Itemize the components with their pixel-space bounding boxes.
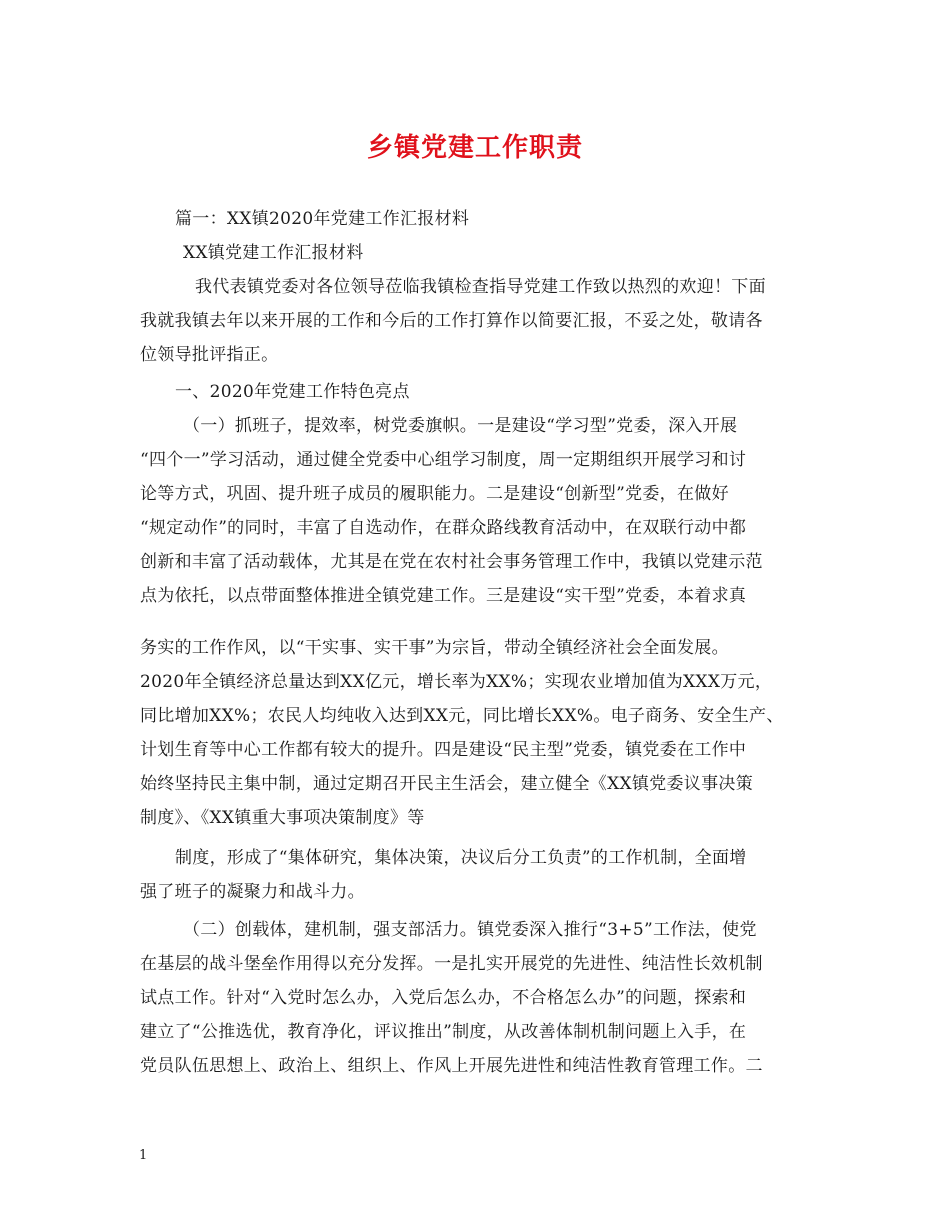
text-line: 制度，形成了“集体研究，集体决策，决议后分工负责”的工作机制，全面增 — [175, 848, 747, 868]
text-line: 同比增加XX%；农民人均纯收入达到XX元，同比增长XX%。电子商务、安全生产、 — [140, 706, 784, 726]
text-line: 篇一：XX镇2020年党建工作汇报材料 — [175, 209, 470, 229]
text-line: 建立了“公推选优，教育净化，评议推出”制度，从改善体制机制问题上入手，在 — [140, 1022, 747, 1042]
page-number: 1 — [139, 1148, 148, 1163]
text-line: 我就我镇去年以来开展的工作和今后的工作打算作以简要汇报，不妥之处，敬请各 — [140, 311, 763, 331]
text-line: 2020年全镇经济总量达到XX亿元，增长率为XX%；实现农业增加值为XXX万元， — [140, 672, 773, 692]
text-line: 我代表镇党委对各位领导莅临我镇检查指导党建工作致以热烈的欢迎！下面 — [195, 277, 766, 297]
text-line: （一）抓班子，提效率，树党委旗帜。一是建设“学习型”党委，深入开展 — [183, 416, 738, 436]
text-line: 一、2020年党建工作特色亮点 — [175, 382, 410, 402]
text-line: “四个一”学习活动，通过健全党委中心组学习制度，周一定期组织开展学习和讨 — [140, 450, 747, 470]
text-line: XX镇党建工作汇报材料 — [183, 243, 364, 263]
text-line: 在基层的战斗堡垒作用得以充分发挥。一是扎实开展党的先进性、纯洁性长效机制 — [140, 954, 763, 974]
text-line: 始终坚持民主集中制，通过定期召开民主生活会，建立健全《XX镇党委议事决策 — [140, 774, 754, 794]
text-line: “规定动作”的同时，丰富了自选动作，在群众路线教育活动中，在双联行动中都 — [140, 518, 747, 538]
text-line: 点为依托，以点带面整体推进全镇党建工作。三是建设“实干型”党委，本着求真 — [140, 586, 747, 606]
text-line: （二）创载体，建机制，强支部活力。镇党委深入推行“3+5”工作法，使党 — [183, 920, 757, 940]
text-line: 强了班子的凝聚力和战斗力。 — [140, 882, 365, 902]
text-line: 务实的工作作风，以“干实事、实干事”为宗旨，带动全镇经济社会全面发展。 — [140, 638, 729, 658]
document-title: 乡镇党建工作职责 — [366, 133, 583, 163]
text-line: 计划生育等中心工作都有较大的提升。四是建设“民主型”党委，镇党委在工作中 — [140, 740, 747, 760]
text-line: 创新和丰富了活动载体，尤其是在党在农村社会事务管理工作中，我镇以党建示范 — [140, 552, 763, 572]
text-line: 论等方式，巩固、提升班子成员的履职能力。二是建设“创新型”党委，在做好 — [140, 484, 729, 504]
text-line: 试点工作。针对“入党时怎么办，入党后怎么办，不合格怎么办”的问题，探索和 — [140, 988, 747, 1008]
text-line: 位领导批评指正。 — [140, 345, 279, 365]
text-line: 制度》、《XX镇重大事项决策制度》等 — [140, 808, 425, 828]
text-line: 党员队伍思想上、政治上、组织上、作风上开展先进性和纯洁性教育管理工作。二 — [140, 1056, 763, 1076]
